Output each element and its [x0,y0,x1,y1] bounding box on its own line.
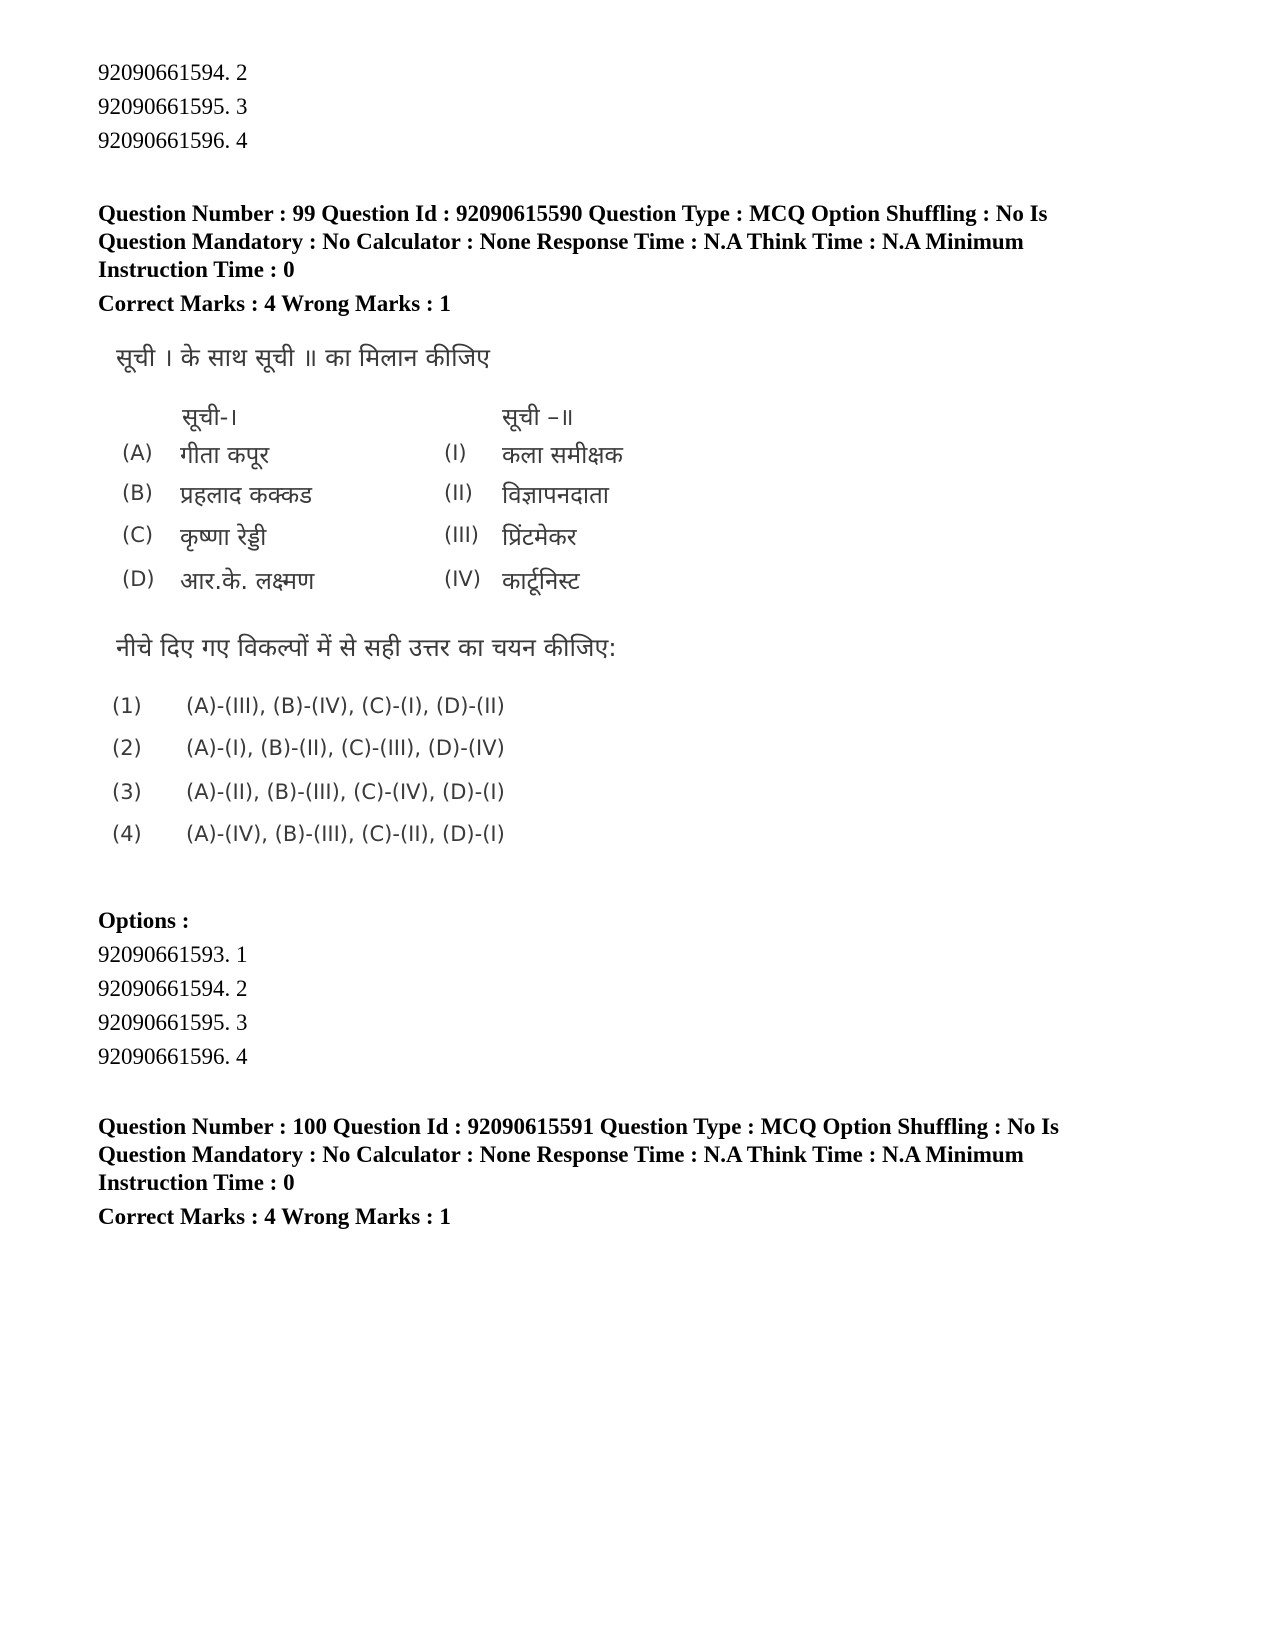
list-2-label: (I) [444,441,467,465]
list-1-item: गीता कपूर [180,441,270,469]
list-2-item: कार्टूनिस्ट [502,567,580,595]
choose-instruction: नीचे दिए गए विकल्पों में से सही उत्तर का चयन कीजिए: [116,633,617,662]
option-line: 92090661596. 4 [98,128,248,153]
choice-text: (A)-(III), (B)-(IV), (C)-(I), (D)-(II) [186,694,505,718]
match-row [112,438,672,478]
list-1-heading: सूची-। [182,403,238,431]
options-heading: Options : [98,908,190,933]
list-2-label: (II) [444,481,473,505]
choice-text: (A)-(I), (B)-(II), (C)-(III), (D)-(IV) [186,736,505,760]
list-1-label: (C) [122,523,154,547]
option-line: 92090661595. 3 [98,94,248,119]
match-row [112,520,672,560]
list-1-item: आर.के. लक्ष्मण [180,567,315,595]
option-line: 92090661595. 3 [98,1010,248,1035]
choice-number: (2) [112,736,142,760]
previous-question-options [98,56,1198,158]
option-line: 92090661594. 2 [98,60,248,85]
option-line: 92090661593. 1 [98,942,248,967]
choice-text: (A)-(IV), (B)-(III), (C)-(II), (D)-(I) [186,822,505,846]
question-meta: Question Number : 100 Question Id : 92090615591 Question Type : MCQ Option Shuffling : No Is Question Mandatory : No Calculator : None Response Time : N.A Think Time : N.A Minimum Instruction Time : 0 [98,1114,1060,1195]
option-line: 92090661596. 4 [98,1044,248,1069]
match-row [112,478,672,518]
question-image [112,340,672,900]
list-2-item: विज्ञापनदाता [502,481,609,509]
list-1-item: कृष्णा रेड्डी [180,523,267,551]
list-1-item: प्रहलाद कक्कड [180,481,313,509]
list-1-label: (A) [122,441,153,465]
question-marks: Correct Marks : 4 Wrong Marks : 1 [98,291,451,316]
question-meta: Question Number : 99 Question Id : 92090615590 Question Type : MCQ Option Shuffling : No Is Question Mandatory : No Calculator : None Response Time : N.A Think Time : N.A Minimum Instruction Time : 0 [98,201,1048,282]
choice-number: (3) [112,780,142,804]
list-2-heading: सूची –॥ [502,403,574,431]
choice-number: (1) [112,694,142,718]
question-marks: Correct Marks : 4 Wrong Marks : 1 [98,1204,451,1229]
option-line: 92090661594. 2 [98,976,248,1001]
list-1-label: (B) [122,481,153,505]
list-2-label: (IV) [444,567,481,591]
question-99-header [98,200,1198,318]
match-row [112,564,672,604]
question-instruction: सूची । के साथ सूची ॥ का मिलान कीजिए [116,343,491,372]
question-100-header [98,1113,1198,1231]
list-2-label: (III) [444,523,479,547]
list-1-label: (D) [122,567,155,591]
choice-number: (4) [112,822,142,846]
choice-text: (A)-(II), (B)-(III), (C)-(IV), (D)-(I) [186,780,505,804]
question-99-options [98,904,1198,1074]
list-2-item: कला समीक्षक [502,441,623,469]
list-2-item: प्रिंटमेकर [502,523,577,551]
